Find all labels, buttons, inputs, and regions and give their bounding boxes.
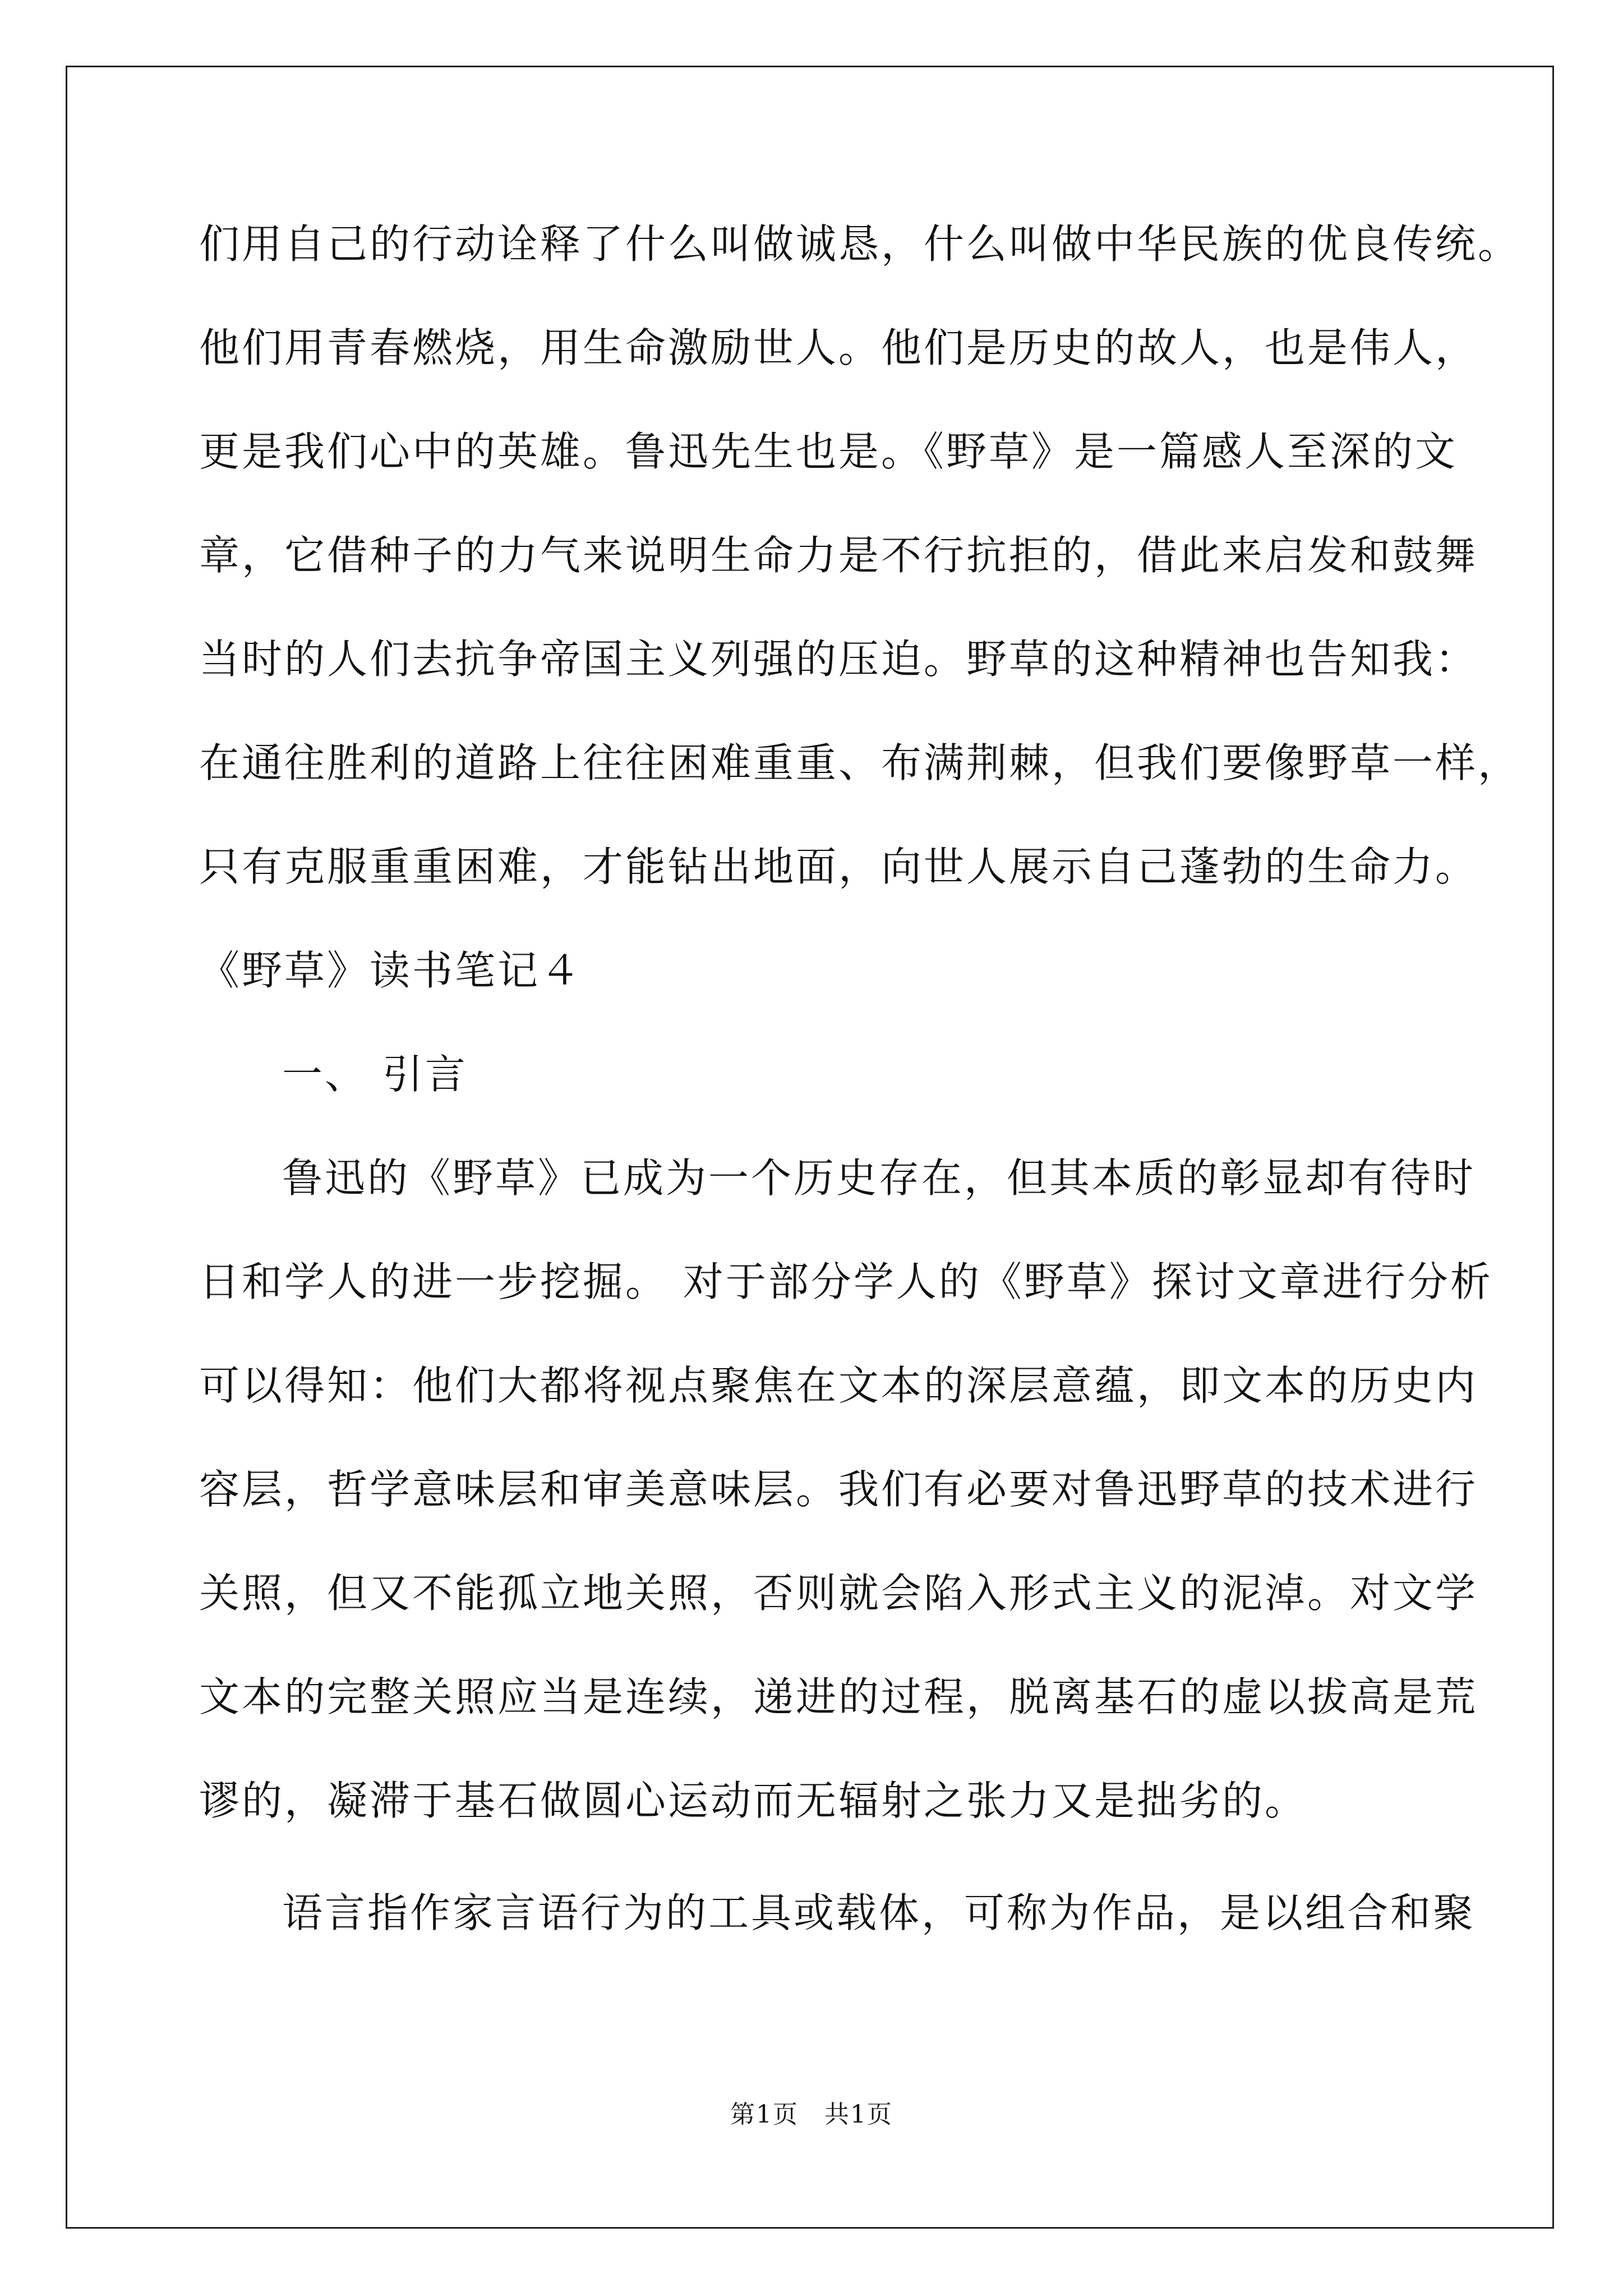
text-line: 文本的完整关照应当是连续，递进的过程，脱离基石的虚以拔高是荒 [199, 1673, 1478, 1720]
text-line: 只有克服重重困难，才能钻出地面，向世人展示自己蓬勃的生命力。 [199, 843, 1478, 890]
text-line: 可以得知：他们大都将视点聚焦在文本的深层意蕴，即文本的历史内 [199, 1362, 1478, 1409]
text-line: 他们用青春燃烧，用生命激励世人。他们是历史的故人，也是伟人， [199, 324, 1478, 371]
text-line: 语言指作家言语行为的工具或载体，可称为作品，是以组合和聚 [282, 1889, 1476, 1936]
text-line: 当时的人们去抗争帝国主义列强的压迫。野草的这种精神也告知我： [199, 636, 1478, 683]
text-line: 章，它借种子的力气来说明生命力是不行抗拒的，借此来启发和鼓舞 [199, 532, 1478, 579]
text-line: 在通往胜利的道路上往往困难重重、布满荆棘，但我们要像野草一样， [199, 739, 1521, 786]
text-line: 关照，但又不能孤立地关照，否则就会陷入形式主义的泥淖。对文学 [199, 1570, 1478, 1617]
text-line: 日和学人的进一步挖掘。 对于部分学人的《野草》探讨文章进行分析 [199, 1258, 1493, 1305]
text-line: 容层，哲学意味层和审美意味层。我们有必要对鲁迅野草的技术进行 [199, 1466, 1478, 1513]
section-title: 《野草》读书笔记４ [199, 947, 583, 994]
text-line: 更是我们心中的英雄。鲁迅先生也是。《野草》是一篇感人至深的文 [199, 428, 1458, 475]
text-line: 鲁迅的《野草》已成为一个历史存在，但其本质的彰显却有待时 [282, 1154, 1476, 1202]
text-line: 们用自己的行动诠释了什么叫做诚恳，什么叫做中华民族的优良传统。 [199, 220, 1521, 268]
section-heading: 一、 引言 [282, 1051, 468, 1098]
text-line: 谬的，凝滞于基石做圆心运动而无辐射之张力又是拙劣的。 [199, 1777, 1308, 1824]
page-footer: 第1页 共1页 [730, 2100, 893, 2129]
